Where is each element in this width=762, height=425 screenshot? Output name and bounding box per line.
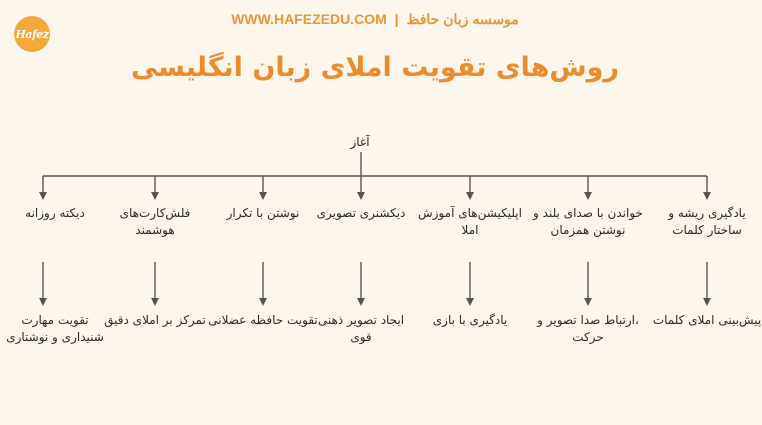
method-node-flashcards: فلش‌کارت‌های هوشمند <box>119 206 191 237</box>
outcome-node-daily-dictation: تقویت مهارت شنیداری و نوشتاری <box>6 313 104 344</box>
header-separator: | <box>394 11 399 27</box>
outcome-node-root-study: پیش‌بینی املای کلمات <box>652 313 762 327</box>
outcome-node-read-aloud: ،ارتباط صدا تصویر و حرکت <box>537 313 639 344</box>
outcome-node-repeated-writing: تقویت حافظه عضلانی <box>208 313 318 327</box>
method-node-repeated-writing: نوشتن با تکرار <box>226 206 300 220</box>
method-node-picture-dictionary: دیکشنری تصویری <box>316 206 406 220</box>
institute-name: موسسه زبان حافظ <box>406 11 519 27</box>
outcome-node-flashcards: تمرکز بر املای دقیق <box>104 313 206 327</box>
method-node-daily-dictation: دیکته روزانه <box>25 206 85 220</box>
logo-text: Hafez <box>15 27 49 41</box>
method-node-root-study: یادگیری ریشه و ساختار کلمات <box>668 206 746 237</box>
outcome-node-picture-dictionary: ایجاد تصویر ذهنی قوی <box>317 313 405 344</box>
method-node-read-aloud: خواندن با صدای بلند و نوشتن همزمان <box>533 206 643 237</box>
page-title: روش‌های تقویت املای زبان انگلیسی <box>130 52 620 83</box>
method-node-apps: اپلیکیشن‌های آموزش املا <box>418 206 522 237</box>
outcome-node-apps: یادگیری با بازی <box>432 313 508 327</box>
website-url[interactable]: WWW.HAFEZEDU.COM <box>231 11 387 27</box>
root-node: آغاز <box>350 135 370 149</box>
